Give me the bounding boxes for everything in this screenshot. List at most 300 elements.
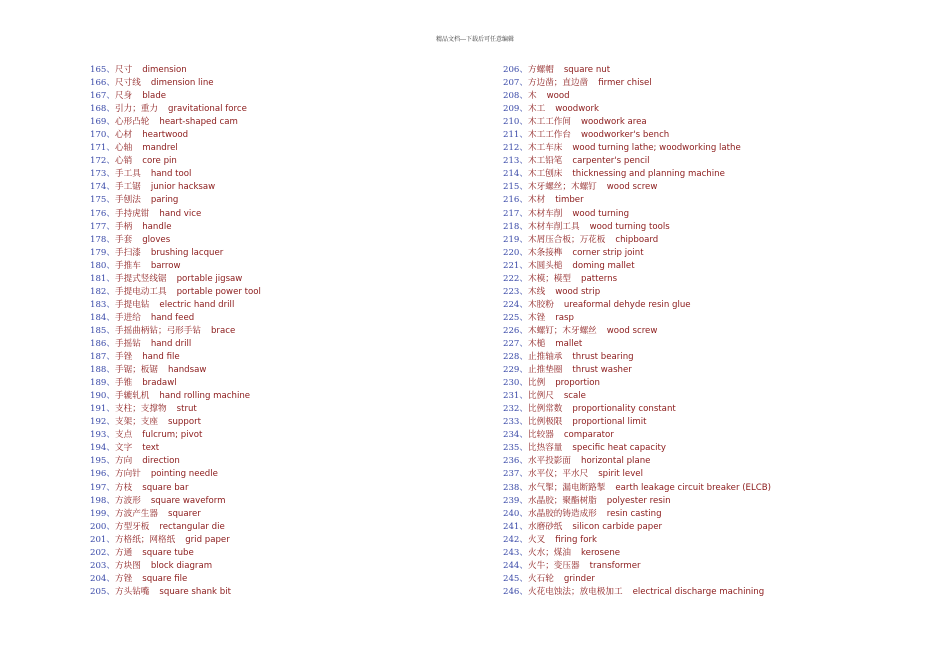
entry-chinese-term: 水晶胶；聚酯树脂 xyxy=(528,495,597,506)
entry-chinese-term: 手锥 xyxy=(115,378,133,389)
entry-separator: 、 xyxy=(106,65,116,75)
entry-number: 176 xyxy=(90,208,107,219)
glossary-entry xyxy=(503,312,771,325)
entry-english-term: squarer xyxy=(168,508,201,519)
glossary-entry xyxy=(503,468,771,481)
entry-number: 199 xyxy=(90,508,107,519)
entry-chinese-term: 木工铅笔 xyxy=(528,156,563,167)
entry-separator: 、 xyxy=(519,117,529,128)
glossary-entry xyxy=(90,325,261,338)
entry-english-term: hand rolling machine xyxy=(159,391,251,402)
glossary-entry xyxy=(503,429,771,442)
entry-separator: 、 xyxy=(106,495,116,506)
entry-english-term: portable jigsaw xyxy=(176,273,243,284)
entry-english-term: firmer chisel xyxy=(598,78,652,89)
entry-english-term: rectangular die xyxy=(159,521,225,532)
entry-english-term: electrical discharge machining xyxy=(632,586,765,597)
entry-separator: 、 xyxy=(106,560,116,571)
entry-english-term: blade xyxy=(142,91,167,102)
entry-english-term: patterns xyxy=(581,273,618,284)
entry-chinese-term: 木材车削工具 xyxy=(528,221,580,232)
entry-chinese-term: 手工锯 xyxy=(115,182,141,193)
glossary-entry xyxy=(90,234,261,247)
glossary-entry xyxy=(503,260,771,273)
entry-english-term: wood turning xyxy=(572,208,630,219)
entry-english-term: electric hand drill xyxy=(159,299,235,310)
entry-number: 178 xyxy=(90,234,107,245)
entry-number: 245 xyxy=(503,573,520,584)
entry-separator: 、 xyxy=(519,312,529,323)
entry-chinese-term: 木锉 xyxy=(528,312,546,323)
entry-separator: 、 xyxy=(106,273,116,284)
entry-separator: 、 xyxy=(106,78,116,89)
glossary-entry xyxy=(503,455,771,468)
glossary-entry xyxy=(90,103,261,116)
entry-chinese-term: 水晶胶的铸造成形 xyxy=(528,508,597,519)
entry-chinese-term: 方向针 xyxy=(115,469,141,480)
glossary-entry xyxy=(503,116,771,129)
entry-number: 201 xyxy=(90,534,107,545)
entry-separator: 、 xyxy=(106,378,116,389)
entry-english-term: core pin xyxy=(142,156,177,167)
entry-chinese-term: 方格纸；网格纸 xyxy=(115,534,176,545)
glossary-entry xyxy=(503,338,771,351)
entry-chinese-term: 水平仪；平水尺 xyxy=(528,469,589,480)
entry-number: 193 xyxy=(90,430,107,441)
entry-chinese-term: 方边凿；直边凿 xyxy=(528,78,589,89)
entry-separator: 、 xyxy=(519,130,529,141)
entry-english-term: kerosene xyxy=(581,547,621,558)
entry-separator: 、 xyxy=(106,156,116,167)
glossary-entry xyxy=(503,508,771,521)
entry-number: 227 xyxy=(503,338,520,349)
entry-number: 220 xyxy=(503,247,520,258)
entry-separator: 、 xyxy=(519,573,529,584)
entry-separator: 、 xyxy=(519,482,529,493)
entry-english-term: wood turning lathe; woodworking lathe xyxy=(572,143,741,154)
glossary-entry xyxy=(90,468,261,481)
entry-number: 185 xyxy=(90,325,107,336)
glossary-entry xyxy=(90,142,261,155)
entry-separator: 、 xyxy=(106,338,116,349)
entry-english-term: heart-shaped cam xyxy=(159,117,238,128)
entry-chinese-term: 手进给 xyxy=(115,312,141,323)
entry-english-term: specific heat capacity xyxy=(572,443,666,454)
entry-separator: 、 xyxy=(519,273,529,284)
entry-chinese-term: 比例极限 xyxy=(528,417,563,428)
entry-english-term: barrow xyxy=(150,260,181,271)
entry-separator: 、 xyxy=(519,495,529,506)
entry-chinese-term: 木线 xyxy=(528,286,546,297)
entry-number: 196 xyxy=(90,469,107,480)
entry-separator: 、 xyxy=(106,117,116,128)
entry-separator: 、 xyxy=(519,78,529,89)
entry-chinese-term: 文字 xyxy=(115,443,133,454)
glossary-entry xyxy=(90,377,261,390)
glossary-entry xyxy=(503,482,771,495)
glossary-entry xyxy=(90,351,261,364)
entry-chinese-term: 水平投影面 xyxy=(528,456,571,467)
entry-chinese-term: 手套 xyxy=(115,234,133,245)
entry-number: 202 xyxy=(90,547,107,558)
glossary-entry xyxy=(90,455,261,468)
entry-chinese-term: 手摇曲柄钻；弓形手钻 xyxy=(115,325,201,336)
entry-separator: 、 xyxy=(106,521,116,532)
entry-english-term: hand drill xyxy=(150,338,192,349)
entry-separator: 、 xyxy=(519,391,529,402)
entry-chinese-term: 比例常数 xyxy=(528,404,563,415)
entry-english-term: woodworker's bench xyxy=(581,130,670,141)
entry-english-term: brace xyxy=(210,325,236,336)
entry-separator: 、 xyxy=(106,573,116,584)
entry-number: 167 xyxy=(90,91,107,102)
glossary-entry xyxy=(90,260,261,273)
entry-chinese-term: 木条接榫 xyxy=(528,247,563,258)
entry-english-term: proportional limit xyxy=(572,417,647,428)
entry-chinese-term: 尺寸线 xyxy=(115,78,141,89)
entry-english-term: chipboard xyxy=(615,234,659,245)
entry-chinese-term: 火水；煤油 xyxy=(528,547,571,558)
entry-separator: 、 xyxy=(106,482,116,493)
entry-chinese-term: 木工 xyxy=(528,104,546,115)
entry-chinese-term: 方向 xyxy=(115,456,133,467)
entry-number: 181 xyxy=(90,273,107,284)
entry-number: 203 xyxy=(90,560,107,571)
entry-english-term: proportion xyxy=(555,378,600,389)
entry-english-term: hand file xyxy=(142,352,180,363)
entry-number: 198 xyxy=(90,495,107,506)
entry-separator: 、 xyxy=(106,443,116,454)
glossary-entry xyxy=(503,390,771,403)
entry-chinese-term: 方通 xyxy=(115,547,133,558)
entry-separator: 、 xyxy=(106,104,116,115)
entry-separator: 、 xyxy=(519,221,529,232)
glossary-entry xyxy=(503,560,771,573)
entry-number: 221 xyxy=(503,260,520,271)
entry-number: 207 xyxy=(503,78,520,89)
entry-chinese-term: 木槌 xyxy=(528,338,546,349)
entry-separator: 、 xyxy=(519,521,529,532)
entry-number: 189 xyxy=(90,378,107,389)
entry-separator: 、 xyxy=(519,508,529,519)
entry-separator: 、 xyxy=(106,352,116,363)
glossary-entry xyxy=(90,155,261,168)
glossary-entry xyxy=(503,90,771,103)
glossary-entry xyxy=(503,208,771,221)
entry-separator: 、 xyxy=(106,391,116,402)
glossary-entry xyxy=(90,247,261,260)
entry-english-term: grid paper xyxy=(185,534,230,545)
entry-separator: 、 xyxy=(519,169,529,180)
glossary-entry xyxy=(90,534,261,547)
entry-english-term: mallet xyxy=(555,338,583,349)
entry-separator: 、 xyxy=(106,182,116,193)
glossary-entry xyxy=(503,534,771,547)
entry-chinese-term: 心轴 xyxy=(115,143,133,154)
entry-english-term: hand feed xyxy=(150,312,195,323)
entry-number: 243 xyxy=(503,547,520,558)
entry-separator: 、 xyxy=(519,352,529,363)
entry-number: 210 xyxy=(503,117,520,128)
entry-number: 169 xyxy=(90,117,107,128)
glossary-entry xyxy=(90,221,261,234)
entry-chinese-term: 木工车床 xyxy=(528,143,563,154)
glossary-entry xyxy=(90,495,261,508)
entry-separator: 、 xyxy=(106,234,116,245)
entry-chinese-term: 木材 xyxy=(528,195,546,206)
glossary-entry xyxy=(503,377,771,390)
entry-number: 225 xyxy=(503,312,520,323)
entry-english-term: wood screw xyxy=(606,325,658,336)
entry-chinese-term: 火花电蚀法；放电极加工 xyxy=(528,586,623,597)
glossary-entry xyxy=(90,194,261,207)
entry-chinese-term: 手持虎钳 xyxy=(115,208,150,219)
entry-number: 171 xyxy=(90,143,107,154)
entry-chinese-term: 手辘轧机 xyxy=(115,391,150,402)
entry-separator: 、 xyxy=(519,208,529,219)
glossary-entry xyxy=(90,312,261,325)
glossary-column-left xyxy=(90,64,261,599)
entry-number: 222 xyxy=(503,273,520,284)
entry-number: 182 xyxy=(90,286,107,297)
entry-separator: 、 xyxy=(106,508,116,519)
entry-english-term: wood turning tools xyxy=(589,221,670,232)
entry-separator: 、 xyxy=(106,312,116,323)
entry-chinese-term: 木材车削 xyxy=(528,208,563,219)
entry-separator: 、 xyxy=(106,260,116,271)
entry-separator: 、 xyxy=(106,221,116,232)
entry-english-term: portable power tool xyxy=(176,286,261,297)
glossary-entry xyxy=(90,273,261,286)
glossary-entry xyxy=(90,521,261,534)
entry-english-term: firing fork xyxy=(555,534,597,545)
entry-number: 168 xyxy=(90,104,107,115)
entry-number: 173 xyxy=(90,169,107,180)
entry-number: 239 xyxy=(503,495,520,506)
entry-chinese-term: 尺身 xyxy=(115,91,133,102)
entry-english-term: corner strip joint xyxy=(572,247,644,258)
glossary-entry xyxy=(503,221,771,234)
entry-english-term: thrust washer xyxy=(572,365,632,376)
glossary-entry xyxy=(503,495,771,508)
entry-separator: 、 xyxy=(519,91,529,102)
glossary-entry xyxy=(90,181,261,194)
entry-chinese-term: 心形凸轮 xyxy=(115,117,150,128)
entry-separator: 、 xyxy=(519,182,529,193)
entry-chinese-term: 方头钻嘴 xyxy=(115,586,150,597)
glossary-entry xyxy=(90,508,261,521)
glossary-entry xyxy=(90,547,261,560)
entry-chinese-term: 引力；重力 xyxy=(115,104,158,115)
entry-separator: 、 xyxy=(519,404,529,415)
glossary-entry xyxy=(90,208,261,221)
entry-english-term: proportionality constant xyxy=(572,404,676,415)
entry-chinese-term: 方波产生器 xyxy=(115,508,158,519)
entry-separator: 、 xyxy=(106,247,116,258)
entry-number: 172 xyxy=(90,156,107,167)
entry-number: 187 xyxy=(90,352,107,363)
entry-number: 237 xyxy=(503,469,520,480)
entry-chinese-term: 方块图 xyxy=(115,560,141,571)
entry-number: 226 xyxy=(503,325,520,336)
entry-number: 235 xyxy=(503,443,520,454)
glossary-entry xyxy=(503,142,771,155)
entry-separator: 、 xyxy=(519,104,529,115)
entry-chinese-term: 水气掣；漏电断路掣 xyxy=(528,482,606,493)
entry-english-term: timber xyxy=(555,195,584,206)
entry-separator: 、 xyxy=(519,65,529,75)
glossary-entry xyxy=(90,416,261,429)
entry-english-term: wood screw xyxy=(606,182,658,193)
entry-chinese-term: 手提电钻 xyxy=(115,299,150,310)
entry-separator: 、 xyxy=(106,195,116,206)
entry-separator: 、 xyxy=(519,260,529,271)
entry-number: 209 xyxy=(503,104,520,115)
glossary-entry xyxy=(503,403,771,416)
entry-chinese-term: 火牛；变压器 xyxy=(528,560,580,571)
glossary-entry xyxy=(503,325,771,338)
entry-chinese-term: 手摇钻 xyxy=(115,338,141,349)
entry-separator: 、 xyxy=(106,404,116,415)
entry-chinese-term: 手柄 xyxy=(115,221,133,232)
entry-chinese-term: 方波形 xyxy=(115,495,141,506)
entry-number: 238 xyxy=(503,482,520,493)
entry-english-term: square shank bit xyxy=(159,586,231,597)
entry-number: 219 xyxy=(503,234,520,245)
entry-separator: 、 xyxy=(106,325,116,336)
entry-english-term: hand tool xyxy=(150,169,192,180)
entry-chinese-term: 心材 xyxy=(115,130,133,141)
entry-number: 232 xyxy=(503,404,520,415)
entry-separator: 、 xyxy=(106,547,116,558)
entry-english-term: horizontal plane xyxy=(581,456,651,467)
glossary-entry xyxy=(503,155,771,168)
entry-number: 179 xyxy=(90,247,107,258)
glossary-entry xyxy=(503,286,771,299)
entry-english-term: resin casting xyxy=(606,508,662,519)
entry-number: 186 xyxy=(90,338,107,349)
entry-number: 194 xyxy=(90,443,107,454)
glossary-entry xyxy=(503,194,771,207)
entry-english-term: text xyxy=(142,443,160,454)
entry-chinese-term: 木圆头槌 xyxy=(528,260,563,271)
entry-number: 240 xyxy=(503,508,520,519)
entry-english-term: direction xyxy=(142,456,180,467)
entry-english-term: pointing needle xyxy=(150,469,218,480)
glossary-entry xyxy=(503,168,771,181)
entry-separator: 、 xyxy=(519,286,529,297)
entry-separator: 、 xyxy=(519,547,529,558)
entry-english-term: bradawl xyxy=(142,378,177,389)
entry-chinese-term: 木工工作间 xyxy=(528,117,571,128)
entry-chinese-term: 尺寸 xyxy=(115,65,133,75)
entry-english-term: thicknessing and planning machine xyxy=(572,169,725,180)
entry-number: 184 xyxy=(90,312,107,323)
glossary-entry xyxy=(503,442,771,455)
entry-english-term: heartwood xyxy=(142,130,189,141)
entry-chinese-term: 止推轴承 xyxy=(528,352,563,363)
entry-separator: 、 xyxy=(106,456,116,467)
entry-number: 224 xyxy=(503,299,520,310)
entry-english-term: paring xyxy=(150,195,179,206)
entry-number: 241 xyxy=(503,521,520,532)
entry-number: 242 xyxy=(503,534,520,545)
entry-number: 208 xyxy=(503,91,520,102)
glossary-entry xyxy=(90,90,261,103)
glossary-entry xyxy=(90,442,261,455)
entry-number: 244 xyxy=(503,560,520,571)
entry-chinese-term: 手刨法 xyxy=(115,195,141,206)
entry-english-term: handle xyxy=(142,221,172,232)
entry-separator: 、 xyxy=(519,338,529,349)
entry-chinese-term: 止推垫圈 xyxy=(528,365,563,376)
glossary-entry xyxy=(90,573,261,586)
entry-separator: 、 xyxy=(519,534,529,545)
entry-number: 177 xyxy=(90,221,107,232)
entry-separator: 、 xyxy=(519,430,529,441)
entry-number: 231 xyxy=(503,391,520,402)
entry-separator: 、 xyxy=(106,286,116,297)
entry-chinese-term: 木屑压合板；万花板 xyxy=(528,234,606,245)
glossary-entry xyxy=(503,77,771,90)
glossary-entry xyxy=(90,364,261,377)
entry-chinese-term: 手提式竖线锯 xyxy=(115,273,167,284)
glossary-column-right xyxy=(503,64,771,599)
glossary-entry xyxy=(503,547,771,560)
entry-number: 218 xyxy=(503,221,520,232)
glossary-entry xyxy=(503,416,771,429)
entry-chinese-term: 比例尺 xyxy=(528,391,554,402)
entry-english-term: square tube xyxy=(142,547,194,558)
glossary-entry xyxy=(90,299,261,312)
entry-number: 197 xyxy=(90,482,107,493)
entry-number: 217 xyxy=(503,208,520,219)
entry-separator: 、 xyxy=(519,299,529,310)
entry-separator: 、 xyxy=(106,208,116,219)
entry-separator: 、 xyxy=(519,586,529,597)
entry-separator: 、 xyxy=(106,299,116,310)
entry-chinese-term: 手锯；板锯 xyxy=(115,365,158,376)
glossary-entry xyxy=(503,103,771,116)
entry-chinese-term: 手扫漆 xyxy=(115,247,141,258)
entry-separator: 、 xyxy=(519,560,529,571)
entry-number: 192 xyxy=(90,417,107,428)
entry-number: 175 xyxy=(90,195,107,206)
entry-chinese-term: 水磨砂纸 xyxy=(528,521,563,532)
entry-separator: 、 xyxy=(106,365,116,376)
entry-number: 228 xyxy=(503,352,520,363)
entry-number: 236 xyxy=(503,456,520,467)
entry-chinese-term: 手提电动工具 xyxy=(115,286,167,297)
entry-number: 200 xyxy=(90,521,107,532)
glossary-entry xyxy=(503,64,771,77)
glossary-entry xyxy=(503,573,771,586)
entry-english-term: brushing lacquer xyxy=(150,247,224,258)
entry-english-term: comparator xyxy=(563,430,614,441)
entry-number: 213 xyxy=(503,156,520,167)
glossary-entry xyxy=(503,247,771,260)
entry-english-term: fulcrum; pivot xyxy=(142,430,203,441)
entry-number: 223 xyxy=(503,286,520,297)
entry-chinese-term: 木 xyxy=(528,91,537,102)
glossary-entry xyxy=(503,364,771,377)
entry-number: 212 xyxy=(503,143,520,154)
entry-separator: 、 xyxy=(519,417,529,428)
entry-separator: 、 xyxy=(106,469,116,480)
entry-separator: 、 xyxy=(106,130,116,141)
entry-chinese-term: 支架；支座 xyxy=(115,417,158,428)
entry-english-term: gloves xyxy=(142,234,171,245)
